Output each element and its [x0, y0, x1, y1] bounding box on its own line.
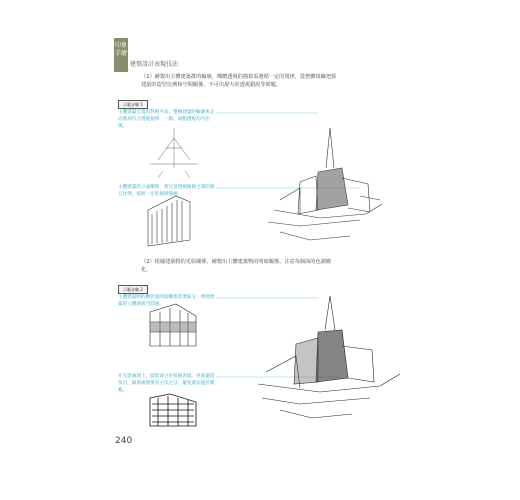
chapter-title: 建築設計表現技法 — [130, 61, 179, 68]
step2-intro: （2）根據建築物的光影關係，繪製出主體建築物的明暗關係，注意每個面的色調變化。 — [141, 259, 332, 273]
chapter-tab: 印象手繪 — [114, 38, 128, 72]
step2-note-1: 主體建築物的轉折面明暗關係需要區分，增強建築的立體感與空間感。 — [118, 295, 215, 307]
step1-facade-sketch — [148, 196, 190, 246]
step1-note-2: 主體建築的立面關係，要注意透視線條之間的相互比例，按照一定的規律描繪。 — [118, 185, 215, 197]
step2-note-2: 在光影處理上，陰影部分用排線表現，亮部適當留白，細節處理要有主次之分，避免畫面過於雜亂。 — [118, 374, 215, 393]
step2-hatch-sketch — [150, 394, 196, 426]
step1-note-1: 主體建築呈現為對稱平面，整棟建築的輪廓與走向都須符合透視規律，一點、兩點透視均可出現。 — [118, 110, 215, 129]
page-number: 240 — [115, 436, 133, 446]
step2-wing-shade — [294, 338, 318, 384]
step1-tag: 示範步驟 1 — [118, 100, 148, 109]
step2-window-shade — [150, 322, 196, 332]
step1-perspective-sketch — [150, 128, 198, 178]
step1-intro: （1）繪製出主體建築群的輪廓，構體透視的描寫需遵循一定的規律，從整體組織把握建築的造型比例和空間關係，不可出現大的透視錯誤等問題。 — [141, 74, 337, 88]
step2-tag: 示範步驟 2 — [118, 285, 148, 294]
